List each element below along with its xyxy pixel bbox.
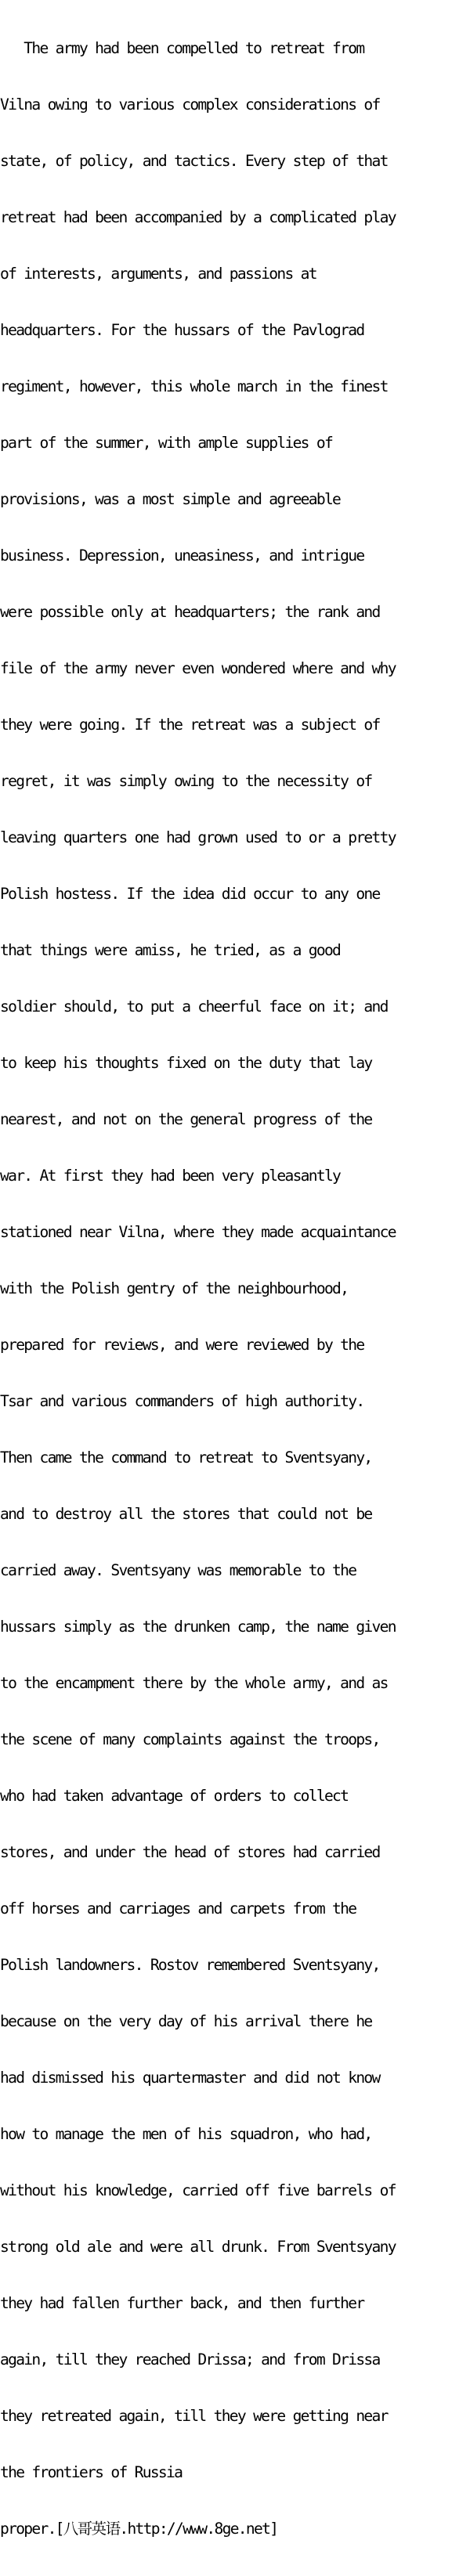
text-line: the scene of many complaints against the troops, (0, 1730, 380, 1748)
text-line: file of the army never even wondered where and why (0, 659, 396, 677)
text-line: hussars simply as the drunken camp, the name given (0, 1618, 396, 1636)
text-line: to keep his thoughts fixed on the duty that lay (0, 1054, 372, 1072)
text-line: strong old ale and were all drunk. From Sventsyany (0, 2238, 396, 2256)
text-line: carried away. Sventsyany was memorable to the (0, 1561, 356, 1579)
text-line: had dismissed his quartermaster and did not know (0, 2069, 380, 2087)
text-line: business. Depression, uneasiness, and intrigue (0, 547, 364, 565)
text-line: how to manage the men of his squadron, who had, (0, 2125, 372, 2143)
text-line: Polish hostess. If the idea did occur to any one (0, 885, 380, 903)
text-line: again, till they reached Drissa; and from Drissa (0, 2351, 380, 2369)
text-line: who had taken advantage of orders to collect (0, 1787, 349, 1805)
text-line: The army had been compelled to retreat from (0, 39, 364, 57)
text-line: of interests, arguments, and passions at (0, 265, 316, 283)
text-line: they retreated again, till they were getting near (0, 2407, 388, 2425)
text-line: headquarters. For the hussars of the Pavlograd (0, 321, 364, 339)
text-line: Vilna owing to various complex considerations of (0, 96, 380, 114)
text-line: because on the very day of his arrival there he (0, 2012, 372, 2030)
text-line: soldier should, to put a cheerful face on it; and (0, 998, 388, 1016)
text-line: the frontiers of Russia (0, 2463, 183, 2481)
text-line: with the Polish gentry of the neighbourhood, (0, 1279, 349, 1297)
document-text (0, 2, 470, 2576)
text-line: Tsar and various commanders of high authority. (0, 1392, 364, 1410)
text-line: regret, it was simply owing to the necessity of (0, 772, 372, 790)
text-line: part of the summer, with ample supplies of (0, 434, 333, 452)
text-line: were possible only at headquarters; the rank and (0, 603, 380, 621)
text-line: regiment, however, this whole march in the finest (0, 377, 388, 395)
text-line: leaving quarters one had grown used to or a pretty (0, 828, 396, 846)
text-line: that things were amiss, he tried, as a good (0, 941, 341, 959)
text-line: without his knowledge, carried off five barrels of (0, 2181, 396, 2199)
text-line: Then came the command to retreat to Sventsyany, (0, 1449, 372, 1467)
text-line: nearest, and not on the general progress of the (0, 1110, 372, 1128)
text-line: Polish landowners. Rostov remembered Sventsyany, (0, 1956, 380, 1974)
text-line: retreat had been accompanied by a complicated play (0, 208, 396, 226)
text-line: provisions, was a most simple and agreeable (0, 490, 341, 508)
text-line: state, of policy, and tactics. Every step of that (0, 152, 388, 170)
text-line: war. At first they had been very pleasantly (0, 1167, 341, 1185)
text-line: and to destroy all the stores that could not be (0, 1505, 372, 1523)
text-line: they had fallen further back, and then further (0, 2294, 364, 2312)
text-line: stationed near Vilna, where they made acquaintance (0, 1223, 396, 1241)
text-line: off horses and carriages and carpets from the (0, 1900, 356, 1918)
text-line: they were going. If the retreat was a subject of (0, 716, 380, 734)
text-line: stores, and under the head of stores had carried (0, 1843, 380, 1861)
text-line: prepared for reviews, and were reviewed by the (0, 1336, 364, 1354)
text-line: proper.[八哥英语.http://www.8ge.net] (0, 2520, 278, 2538)
text-line: to the encampment there by the whole army, and as (0, 1674, 388, 1692)
